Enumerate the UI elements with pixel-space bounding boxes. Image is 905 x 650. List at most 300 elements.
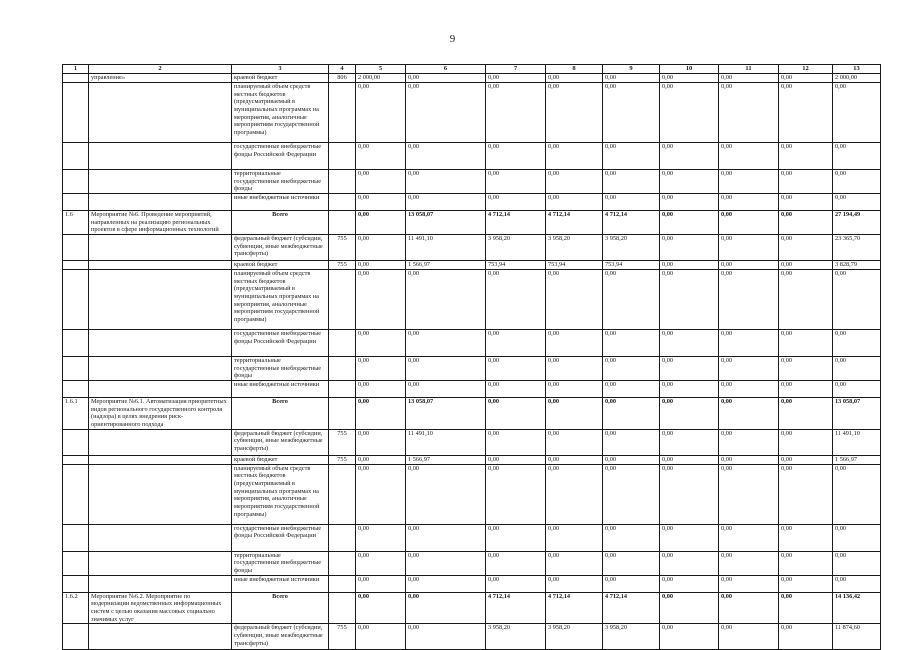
amount-cell: 0,00 (779, 455, 833, 464)
amount-cell: 0,00 (356, 83, 406, 143)
amount-cell: 0,00 (603, 74, 660, 83)
amount-cell: 0,00 (356, 524, 406, 551)
amount-cell: 0,00 (779, 624, 833, 650)
amount-cell: 0,00 (660, 624, 719, 650)
amount-cell: 0,00 (406, 83, 486, 143)
amount-cell: 0,00 (546, 357, 603, 381)
item-number-cell: 1.6 (63, 211, 89, 235)
amount-cell: 0,00 (486, 357, 546, 381)
amount-cell: 0,00 (546, 464, 603, 524)
amount-cell: 0,00 (660, 455, 719, 464)
amount-cell: 0,00 (356, 270, 406, 330)
amount-cell: 0,00 (406, 143, 486, 170)
amount-cell: 0,00 (486, 270, 546, 330)
amount-cell: 0,00 (833, 464, 881, 524)
budget-code-cell: 806 (329, 74, 356, 83)
amount-cell: 0,00 (719, 381, 779, 398)
table-row (63, 143, 881, 170)
budget-code-cell (329, 211, 356, 235)
amount-cell: 0,00 (406, 270, 486, 330)
item-number-cell: 1.6.1 (63, 398, 89, 430)
amount-cell: 0,00 (833, 170, 881, 194)
table-row (63, 357, 881, 381)
item-number-cell (63, 551, 89, 575)
item-name-cell (89, 357, 232, 381)
amount-cell: 3 828,79 (833, 261, 881, 270)
amount-cell: 0,00 (486, 575, 546, 592)
item-name-cell (89, 235, 232, 261)
amount-cell: 0,00 (356, 464, 406, 524)
item-name-cell (89, 270, 232, 330)
item-name-cell (89, 330, 232, 357)
table-row-total (63, 398, 881, 430)
amount-cell: 0,00 (779, 551, 833, 575)
item-number-cell (63, 261, 89, 270)
amount-cell: 0,00 (719, 624, 779, 650)
amount-cell: 0,00 (603, 381, 660, 398)
amount-cell: 4 712,14 (486, 211, 546, 235)
item-name-cell: Мероприятие №6.2. Мероприятие по модернизации ведомственных информационных систем с целью оказания массовых социально значимых услуг (89, 592, 232, 624)
amount-cell: 0,00 (660, 429, 719, 455)
amount-cell: 0,00 (406, 170, 486, 194)
funding-source-cell: иные внебюджетные источники (232, 194, 329, 211)
column-header: 1 (63, 65, 89, 74)
column-header: 3 (232, 65, 329, 74)
table-row (63, 170, 881, 194)
table-row (63, 330, 881, 357)
amount-cell: 0,00 (719, 575, 779, 592)
amount-cell: 0,00 (779, 575, 833, 592)
funding-source-cell: краевой бюджет (232, 455, 329, 464)
budget-code-cell (329, 464, 356, 524)
amount-cell: 0,00 (660, 194, 719, 211)
table-row-total (63, 592, 881, 624)
amount-cell: 0,00 (719, 357, 779, 381)
funding-source-cell: планируемый объем средств местных бюджетов (предусматриваемый в муниципальных программах на мероприятия, аналогичные мероприятиям государственной программы) (232, 83, 329, 143)
amount-cell: 0,00 (406, 575, 486, 592)
amount-cell: 0,00 (719, 592, 779, 624)
amount-cell: 11 491,10 (833, 429, 881, 455)
amount-cell: 0,00 (719, 194, 779, 211)
amount-cell: 0,00 (660, 211, 719, 235)
amount-cell: 0,00 (660, 74, 719, 83)
amount-cell: 0,00 (660, 524, 719, 551)
budget-code-cell (329, 83, 356, 143)
amount-cell: 0,00 (833, 524, 881, 551)
item-number-cell (63, 381, 89, 398)
amount-cell: 0,00 (779, 270, 833, 330)
amount-cell: 0,00 (779, 235, 833, 261)
table-row (63, 270, 881, 330)
amount-cell: 0,00 (486, 194, 546, 211)
table-row (63, 524, 881, 551)
amount-cell: 0,00 (833, 194, 881, 211)
amount-cell: 0,00 (603, 575, 660, 592)
amount-cell: 0,00 (546, 143, 603, 170)
amount-cell: 0,00 (779, 464, 833, 524)
table-row (63, 235, 881, 261)
funding-source-cell: федеральный бюджет (субсидии, субвенции, иные межбюджетные трансферты) (232, 429, 329, 455)
amount-cell: 0,00 (356, 143, 406, 170)
amount-cell: 0,00 (660, 261, 719, 270)
amount-cell: 0,00 (356, 624, 406, 650)
item-number-cell (63, 170, 89, 194)
item-name-cell (89, 455, 232, 464)
amount-cell: 0,00 (546, 398, 603, 430)
table-header-row (63, 65, 881, 74)
amount-cell: 0,00 (546, 429, 603, 455)
amount-cell: 1 566,97 (406, 261, 486, 270)
amount-cell: 0,00 (546, 575, 603, 592)
amount-cell: 0,00 (406, 551, 486, 575)
item-number-cell (63, 575, 89, 592)
amount-cell: 13 058,07 (406, 211, 486, 235)
column-header: 11 (719, 65, 779, 74)
item-name-cell (89, 575, 232, 592)
amount-cell: 23 365,70 (833, 235, 881, 261)
amount-cell: 11 491,10 (406, 429, 486, 455)
item-number-cell (63, 235, 89, 261)
item-name-cell (89, 381, 232, 398)
funding-source-cell: Всего (232, 211, 329, 235)
amount-cell: 0,00 (779, 261, 833, 270)
amount-cell: 0,00 (486, 429, 546, 455)
item-name-cell (89, 261, 232, 270)
budget-code-cell (329, 330, 356, 357)
funding-source-cell: иные внебюджетные источники (232, 381, 329, 398)
amount-cell: 0,00 (356, 330, 406, 357)
funding-source-cell: государственные внебюджетные фонды Российской Федерации (232, 143, 329, 170)
amount-cell: 0,00 (546, 170, 603, 194)
amount-cell: 0,00 (660, 270, 719, 330)
amount-cell: 0,00 (660, 464, 719, 524)
table-row (63, 624, 881, 650)
amount-cell: 0,00 (406, 464, 486, 524)
funding-source-cell: планируемый объем средств местных бюджетов (предусматриваемый в муниципальных программах на мероприятия, аналогичные мероприятиям государственной программы) (232, 464, 329, 524)
amount-cell: 0,00 (603, 194, 660, 211)
amount-cell: 0,00 (660, 143, 719, 170)
amount-cell: 3 958,20 (486, 235, 546, 261)
amount-cell: 0,00 (779, 170, 833, 194)
amount-cell: 0,00 (833, 381, 881, 398)
table-row (63, 551, 881, 575)
funding-source-cell: территориальные государственные внебюджетные фонды (232, 170, 329, 194)
table-row (63, 575, 881, 592)
amount-cell: 0,00 (719, 83, 779, 143)
amount-cell: 0,00 (486, 143, 546, 170)
amount-cell: 0,00 (356, 592, 406, 624)
amount-cell: 14 136,42 (833, 592, 881, 624)
table-row (63, 455, 881, 464)
amount-cell: 13 058,07 (406, 398, 486, 430)
amount-cell: 0,00 (779, 381, 833, 398)
amount-cell: 1 566,97 (406, 455, 486, 464)
amount-cell: 0,00 (486, 83, 546, 143)
column-header: 2 (89, 65, 232, 74)
amount-cell: 0,00 (603, 464, 660, 524)
amount-cell: 0,00 (833, 270, 881, 330)
amount-cell: 0,00 (406, 357, 486, 381)
column-header: 8 (546, 65, 603, 74)
amount-cell: 0,00 (779, 330, 833, 357)
budget-code-cell (329, 357, 356, 381)
amount-cell: 0,00 (719, 143, 779, 170)
item-name-cell (89, 464, 232, 524)
amount-cell: 0,00 (486, 170, 546, 194)
budget-code-cell (329, 270, 356, 330)
budget-code-cell (329, 592, 356, 624)
amount-cell: 0,00 (356, 575, 406, 592)
amount-cell: 0,00 (486, 455, 546, 464)
column-header: 5 (356, 65, 406, 74)
table-row (63, 194, 881, 211)
amount-cell: 0,00 (356, 170, 406, 194)
amount-cell: 0,00 (779, 74, 833, 83)
item-number-cell (63, 74, 89, 83)
amount-cell: 0,00 (603, 357, 660, 381)
amount-cell: 0,00 (486, 551, 546, 575)
amount-cell: 27 194,49 (833, 211, 881, 235)
amount-cell: 0,00 (660, 551, 719, 575)
amount-cell: 0,00 (356, 357, 406, 381)
item-number-cell (63, 143, 89, 170)
amount-cell: 0,00 (406, 194, 486, 211)
amount-cell: 0,00 (660, 357, 719, 381)
amount-cell: 0,00 (719, 261, 779, 270)
amount-cell: 0,00 (779, 524, 833, 551)
item-number-cell (63, 624, 89, 650)
budget-code-cell (329, 143, 356, 170)
table-row (63, 429, 881, 455)
amount-cell: 0,00 (486, 74, 546, 83)
amount-cell: 0,00 (779, 429, 833, 455)
amount-cell: 0,00 (546, 524, 603, 551)
column-header: 7 (486, 65, 546, 74)
amount-cell: 0,00 (406, 330, 486, 357)
amount-cell: 4 712,14 (546, 592, 603, 624)
amount-cell: 3 958,20 (603, 235, 660, 261)
item-name-cell (89, 524, 232, 551)
funding-source-cell: государственные внебюджетные фонды Российской Федерации (232, 524, 329, 551)
item-name-cell (89, 143, 232, 170)
amount-cell: 0,00 (779, 83, 833, 143)
table-row (63, 464, 881, 524)
amount-cell: 0,00 (660, 575, 719, 592)
amount-cell: 0,00 (719, 170, 779, 194)
amount-cell: 0,00 (356, 211, 406, 235)
amount-cell: 0,00 (356, 261, 406, 270)
amount-cell: 0,00 (719, 211, 779, 235)
amount-cell: 0,00 (603, 551, 660, 575)
amount-cell: 0,00 (833, 143, 881, 170)
amount-cell: 0,00 (719, 235, 779, 261)
item-name-cell (89, 551, 232, 575)
item-number-cell (63, 464, 89, 524)
funding-source-cell: Всего (232, 592, 329, 624)
amount-cell: 4 712,14 (603, 211, 660, 235)
column-header: 6 (406, 65, 486, 74)
amount-cell: 0,00 (356, 235, 406, 261)
amount-cell: 0,00 (356, 429, 406, 455)
amount-cell: 0,00 (833, 551, 881, 575)
amount-cell: 0,00 (603, 170, 660, 194)
amount-cell: 0,00 (833, 83, 881, 143)
column-header: 13 (833, 65, 881, 74)
amount-cell: 0,00 (546, 330, 603, 357)
amount-cell: 3 958,20 (546, 624, 603, 650)
budget-code-cell: 755 (329, 429, 356, 455)
amount-cell: 0,00 (546, 455, 603, 464)
amount-cell: 0,00 (546, 551, 603, 575)
table-row (63, 74, 881, 83)
amount-cell: 0,00 (660, 170, 719, 194)
amount-cell: 0,00 (719, 330, 779, 357)
amount-cell: 0,00 (660, 235, 719, 261)
column-header: 10 (660, 65, 719, 74)
amount-cell: 4 712,14 (546, 211, 603, 235)
amount-cell: 4 712,14 (603, 592, 660, 624)
amount-cell: 0,00 (603, 83, 660, 143)
amount-cell: 0,00 (486, 381, 546, 398)
amount-cell: 0,00 (719, 398, 779, 430)
funding-source-cell: территориальные государственные внебюджетные фонды (232, 551, 329, 575)
budget-code-cell (329, 524, 356, 551)
table-row (63, 381, 881, 398)
item-name-cell (89, 83, 232, 143)
amount-cell: 0,00 (833, 357, 881, 381)
amount-cell: 0,00 (719, 429, 779, 455)
amount-cell: 0,00 (406, 524, 486, 551)
amount-cell: 1 566,97 (833, 455, 881, 464)
amount-cell: 0,00 (660, 398, 719, 430)
funding-source-cell: территориальные государственные внебюджетные фонды (232, 357, 329, 381)
amount-cell: 0,00 (486, 464, 546, 524)
amount-cell: 3 958,20 (486, 624, 546, 650)
item-number-cell (63, 83, 89, 143)
table-row-total (63, 211, 881, 235)
amount-cell: 0,00 (603, 455, 660, 464)
amount-cell: 0,00 (546, 270, 603, 330)
amount-cell: 0,00 (603, 330, 660, 357)
funding-source-cell: краевой бюджет (232, 74, 329, 83)
column-header: 4 (329, 65, 356, 74)
amount-cell: 0,00 (546, 381, 603, 398)
item-name-cell: Мероприятие №6. Проведение мероприятий, направленных на реализацию региональных проектов в сфере информационных технологий (89, 211, 232, 235)
amount-cell: 0,00 (603, 398, 660, 430)
item-number-cell (63, 524, 89, 551)
item-number-cell (63, 330, 89, 357)
item-name-cell: Мероприятие №6.1. Автоматизация приоритетных видов регионального государственного контроля (надзора) в целях внедрения риск-ориентированного подхода (89, 398, 232, 430)
amount-cell: 13 058,07 (833, 398, 881, 430)
amount-cell: 0,00 (833, 330, 881, 357)
amount-cell: 0,00 (406, 624, 486, 650)
amount-cell: 0,00 (356, 398, 406, 430)
item-number-cell (63, 270, 89, 330)
amount-cell: 4 712,14 (486, 592, 546, 624)
table-row (63, 83, 881, 143)
amount-cell: 2 000,00 (833, 74, 881, 83)
item-name-cell (89, 429, 232, 455)
budget-code-cell: 755 (329, 624, 356, 650)
amount-cell: 0,00 (779, 398, 833, 430)
budget-code-cell (329, 381, 356, 398)
amount-cell: 0,00 (719, 74, 779, 83)
budget-code-cell (329, 575, 356, 592)
amount-cell: 0,00 (406, 74, 486, 83)
budget-code-cell: 755 (329, 261, 356, 270)
amount-cell: 0,00 (660, 330, 719, 357)
amount-cell: 11 491,10 (406, 235, 486, 261)
amount-cell: 0,00 (603, 270, 660, 330)
amount-cell: 0,00 (719, 524, 779, 551)
item-number-cell (63, 455, 89, 464)
item-name-cell (89, 194, 232, 211)
budget-code-cell (329, 551, 356, 575)
budget-code-cell (329, 194, 356, 211)
amount-cell: 0,00 (603, 143, 660, 170)
amount-cell: 0,00 (546, 74, 603, 83)
amount-cell: 0,00 (356, 194, 406, 211)
amount-cell: 753,94 (486, 261, 546, 270)
amount-cell: 0,00 (660, 83, 719, 143)
amount-cell: 0,00 (779, 357, 833, 381)
amount-cell: 0,00 (356, 551, 406, 575)
budget-table (62, 64, 881, 650)
amount-cell: 753,94 (546, 261, 603, 270)
page-number: 9 (449, 33, 456, 45)
amount-cell: 2 000,00 (356, 74, 406, 83)
amount-cell: 3 958,20 (546, 235, 603, 261)
amount-cell: 0,00 (719, 455, 779, 464)
amount-cell: 0,00 (546, 83, 603, 143)
funding-source-cell: краевой бюджет (232, 261, 329, 270)
amount-cell: 0,00 (356, 381, 406, 398)
amount-cell: 0,00 (603, 524, 660, 551)
amount-cell: 0,00 (833, 575, 881, 592)
amount-cell: 0,00 (406, 381, 486, 398)
amount-cell: 0,00 (779, 592, 833, 624)
budget-code-cell: 755 (329, 235, 356, 261)
column-header: 12 (779, 65, 833, 74)
amount-cell: 0,00 (406, 592, 486, 624)
item-number-cell (63, 357, 89, 381)
funding-source-cell: Всего (232, 398, 329, 430)
amount-cell: 3 958,20 (603, 624, 660, 650)
funding-source-cell: государственные внебюджетные фонды Российской Федерации (232, 330, 329, 357)
budget-code-cell (329, 170, 356, 194)
amount-cell: 0,00 (546, 194, 603, 211)
item-name-cell: управление» (89, 74, 232, 83)
amount-cell: 0,00 (486, 398, 546, 430)
amount-cell: 0,00 (486, 330, 546, 357)
funding-source-cell: федеральный бюджет (субсидии, субвенции, иные межбюджетные трансферты) (232, 624, 329, 650)
amount-cell: 0,00 (486, 524, 546, 551)
item-number-cell (63, 194, 89, 211)
item-number-cell: 1.6.2 (63, 592, 89, 624)
amount-cell: 0,00 (779, 211, 833, 235)
amount-cell: 0,00 (719, 464, 779, 524)
budget-code-cell (329, 398, 356, 430)
funding-source-cell: федеральный бюджет (субсидии, субвенции, иные межбюджетные трансферты) (232, 235, 329, 261)
amount-cell: 0,00 (603, 429, 660, 455)
amount-cell: 0,00 (660, 592, 719, 624)
item-number-cell (63, 429, 89, 455)
amount-cell: 0,00 (660, 381, 719, 398)
column-header: 9 (603, 65, 660, 74)
item-name-cell (89, 170, 232, 194)
budget-code-cell: 755 (329, 455, 356, 464)
funding-source-cell: иные внебюджетные источники (232, 575, 329, 592)
